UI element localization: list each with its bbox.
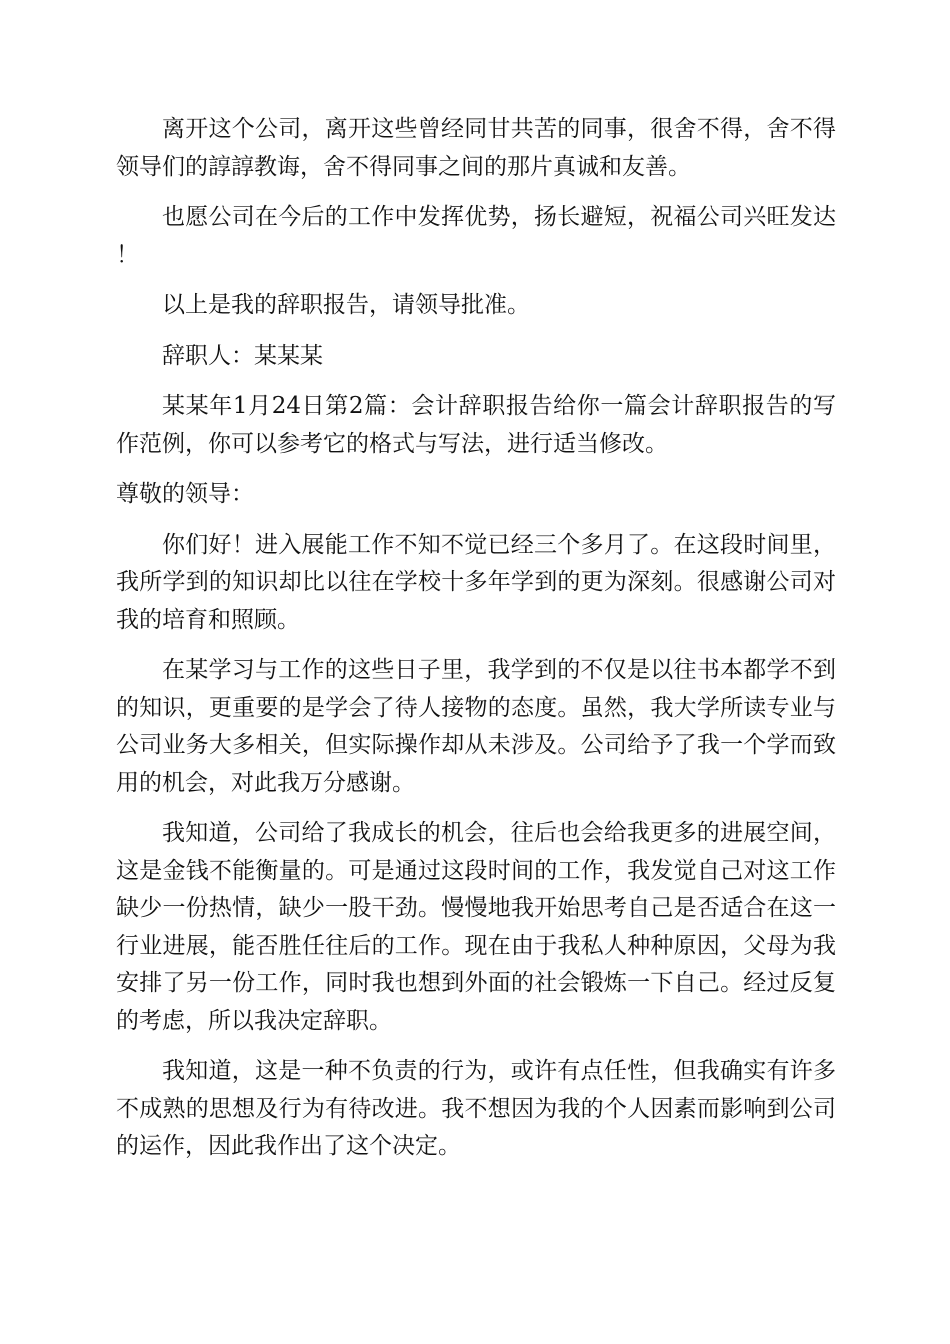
paragraph-salutation: 尊敬的领导： (116, 481, 254, 507)
paragraph-greeting: 你们好！进入展能工作不知不觉已经三个多月了。在这段时间里，我所学到的知识却比以往在学校十多年学到的更为深刻。很感谢公司对我的培育和照顾。 (116, 531, 836, 633)
paragraph-signature: 辞职人：某某某 (162, 342, 323, 369)
paragraph-farewell: 离开这个公司，离开这些曾经同甘共苦的同事，很舍不得，舍不得领导们的諄諄教诲，舍不得同事之间的那片真诚和友善。 (116, 116, 836, 180)
paragraph-decision: 我知道，这是一种不负责的行为，或许有点任性，但我确实有许多不成熟的思想及行为有待改进。我不想因为我的个人因素而影响到公司的运作，因此我作出了这个决定。 (116, 1058, 836, 1159)
paragraph-request-approval: 以上是我的辞职报告，请领导批准。 (162, 292, 530, 318)
paragraph-date-and-next-article: 某某年1月24日第2篇：会计辞职报告给你一篇会计辞职报告的写作范例，你可以参考它的格式与写法，进行适当修改。 (116, 393, 836, 457)
document-page (116, 111, 836, 1179)
paragraph-wishes: 也愿公司在今后的工作中发挥优势，扬长避短，祝福公司兴旺发达！ (116, 204, 836, 268)
paragraph-reasons: 我知道，公司给了我成长的机会，往后也会给我更多的进展空间，这是金钱不能衡量的。可是通过这段时间的工作，我发觉自己对这工作缺少一份热情，缺少一股干劲。慢慢地我开始思考自己是否适合在这一行业进展，能否胜任往后的工作。现在由于我私人种种原因，父母为我安排了另一份工作，同时我也想到外面的社会锻炼一下自己。经过反复的考虑，所以我决定辞职。 (116, 820, 836, 1034)
paragraph-learning: 在某学习与工作的这些日子里，我学到的不仅是以往书本都学不到的知识，更重要的是学会了待人接物的态度。虽然，我大学所读专业与公司业务大多相关，但实际操作却从未涉及。公司给予了我一个学而致用的机会，对此我万分感谢。 (116, 657, 836, 796)
